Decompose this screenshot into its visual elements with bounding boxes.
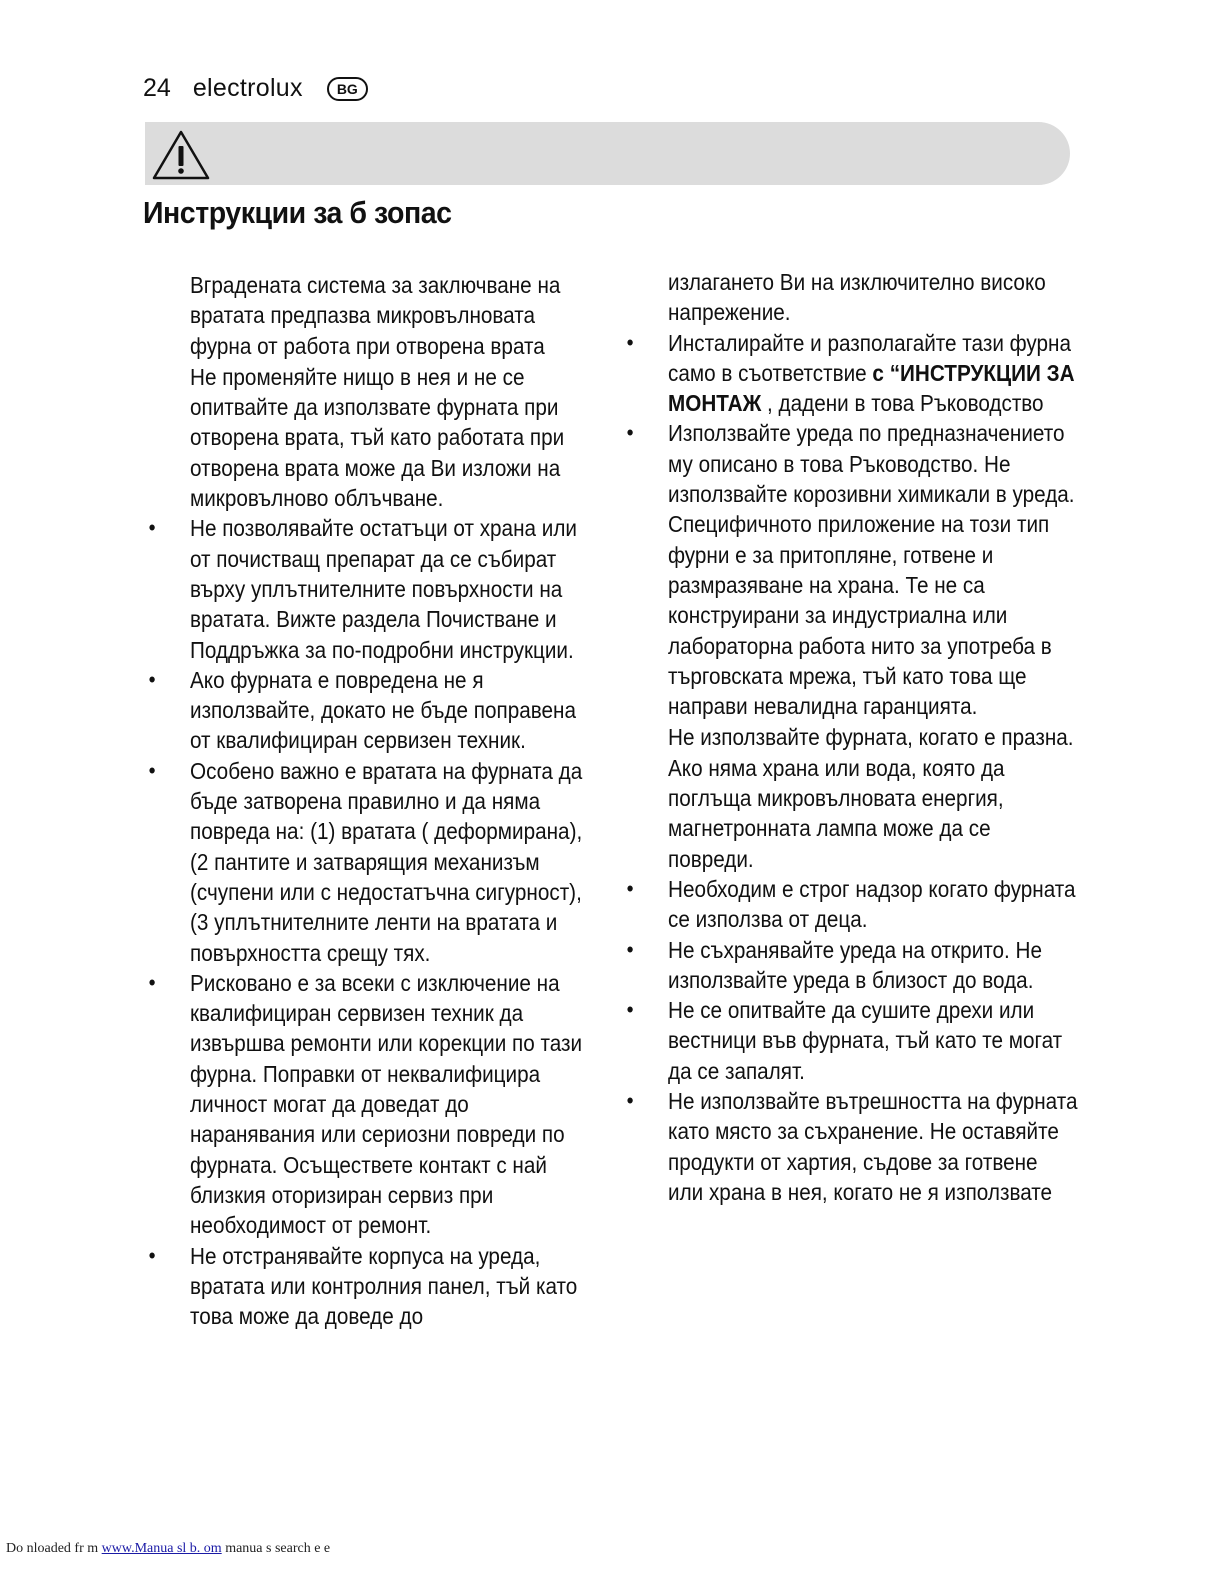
list-item: Вградената система за заключване на вратата предпазва микровълновата фурна от работа при отворена врата [190,272,561,359]
left-column [190,270,600,1331]
list-item: • Използвайте уреда по предназначението му описано в това Ръководство. Не използвайте корозивни химикали в уреда. Специфичното приложение на този тип фурни е за притопляне, готвене и размразяване на храна. Те не са конструирани за индустриална или лабораторна работа нито за употреба в търговската мрежа, тъй като това ще направи невалидна гаранцията. [668,418,1078,721]
page-title: Инструкции за б зопас [143,195,452,230]
list-item: • Рисковано е за всеки с изключение на квалифициран сервизен техник да извършва ремонти или корекции по тази фурна. Поправки от неквалифицира личност могат да доведат до наранявания или сериозни повреди по фурната. Осъществете контакт с най близкия оторизиран сервиз при необходимост от ремонт. [190,968,600,1241]
list-item: излагането Ви на изключително високо напрежение. [668,269,1046,326]
page-header [143,74,368,103]
list-item: • Не използвайте вътрешността на фурната като място за съхранение. Не оставяйте продукти от хартия, съдове за готвене или храна в нея, когато не я използвате [668,1086,1078,1207]
list-item: • Не се опитвайте да сушите дрехи или вестници във фурната, тъй като те могат да се запалят. [668,995,1078,1086]
list-item: • Не съхранявайте уреда на открито. Не използвайте уреда в близост до вода. [668,935,1078,996]
warning-triangle-icon [150,128,212,182]
download-footer [6,1541,330,1557]
list-item: • Не отстранявайте корпуса на уреда, вратата или контролния панел, тъй като това може да доведе до [190,1241,600,1332]
right-column [668,267,1078,1207]
page-number: 24 [143,74,171,102]
install-text-end: , дадени в това Ръководство [761,390,1044,417]
warning-band [145,122,1070,185]
list-item: • Необходим е строг надзор когато фурната се използва от деца. [668,874,1078,935]
list-item: Не променяйте нищо в нея и не се опитвайте да използвате фурната при отворена врата, тъй като работата при отворена врата може да Ви изложи на микровълново облъчване. [190,363,565,512]
footer-prefix: Do nloaded fr m [6,1541,102,1556]
install-text: Инсталирайте и разполагайте тази фурна само в съответствие [668,329,1072,386]
list-item [668,328,1078,419]
install-manual-ref: с “ИНСТРУКЦИИ ЗА МОНТАЖ [668,359,1075,417]
list-item: • Ако фурната е повредена не я използвайте, докато не бъде поправена от квалифициран сервизен техник. [190,665,600,756]
footer-suffix: manua s search e e [221,1541,331,1556]
list-item: Не използвайте фурната, когато е празна. Ако няма храна или вода, която да поглъща микровълновата енергия, магнетронната лампа може да се повреди. [668,724,1074,872]
brand-logo: electrolux [192,74,303,102]
list-item: • Особено важно е вратата на фурната да бъде затворена правилно и да няма повреда на: (1) вратата ( деформирана), (2 пантите и затварящия механизъм (счупени или с недостатъчна сигурност), (3 уплътнителните ленти на вратата и повърхността срещу тях. [190,756,600,968]
footer-link[interactable]: www.Manua sl b. om [101,1541,222,1556]
list-item: • Не позволявайте остатъци от храна или от почистващ препарат да се събират върху уплътнителните повърхности на вратата. Вижте раздела Почистване и Поддръжка за по-подробни инструкции. [190,513,600,664]
language-badge: BG [327,77,368,101]
